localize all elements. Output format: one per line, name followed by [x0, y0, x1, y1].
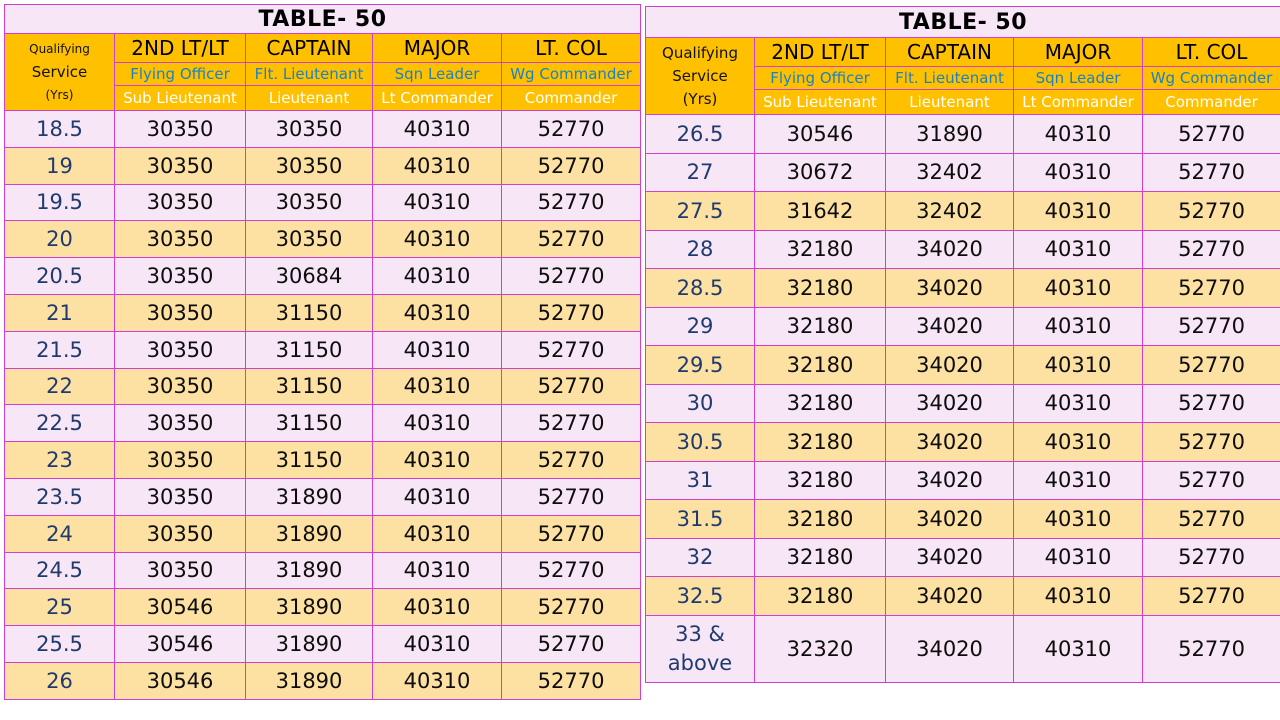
qualifying-years: 21	[5, 294, 115, 331]
navy-rank: Lt Commander	[1014, 90, 1143, 115]
navy-rank: Commander	[1143, 90, 1280, 115]
pay-value: 31150	[246, 368, 373, 405]
qualifying-years: 29	[646, 307, 755, 346]
pay-value: 32180	[755, 577, 886, 616]
air-force-rank: Wg Commander	[502, 63, 641, 86]
pay-value: 34020	[886, 230, 1014, 269]
rank-header: 2ND LT/LT	[755, 38, 886, 67]
air-force-rank: Flying Officer	[755, 67, 886, 90]
pay-value: 30350	[115, 221, 246, 258]
qualifying-service-header	[646, 38, 755, 115]
pay-value: 40310	[373, 111, 502, 148]
pay-value: 52770	[502, 258, 641, 295]
table-row	[646, 615, 1280, 682]
table-row	[646, 153, 1280, 192]
pay-value: 30350	[115, 552, 246, 589]
navy-rank: Commander	[502, 86, 641, 111]
qualifying-years: 22	[5, 368, 115, 405]
air-force-rank: Flt. Lieutenant	[246, 63, 373, 86]
table-title: TABLE- 50	[5, 5, 641, 34]
pay-value: 52770	[502, 552, 641, 589]
rank-header: MAJOR	[373, 34, 502, 63]
pay-value: 34020	[886, 500, 1014, 539]
qualifying-years: 20.5	[5, 258, 115, 295]
pay-value: 52770	[1143, 192, 1280, 231]
qualifying-years: 28	[646, 230, 755, 269]
pay-value: 52770	[1143, 269, 1280, 308]
pay-value: 31150	[246, 442, 373, 479]
table-row	[5, 258, 641, 295]
pay-value: 40310	[1014, 577, 1143, 616]
rank-header: CAPTAIN	[246, 34, 373, 63]
pay-value: 32180	[755, 307, 886, 346]
pay-value: 34020	[886, 615, 1014, 682]
pay-value: 31150	[246, 331, 373, 368]
pay-value: 32402	[886, 153, 1014, 192]
table-row	[646, 500, 1280, 539]
pay-value: 40310	[1014, 423, 1143, 462]
pay-value: 40310	[1014, 307, 1143, 346]
table-row	[646, 346, 1280, 385]
pay-value: 30350	[115, 331, 246, 368]
qualifying-years: 31	[646, 461, 755, 500]
pay-value: 30350	[115, 258, 246, 295]
table-row	[5, 405, 641, 442]
pay-value: 40310	[1014, 500, 1143, 539]
pay-value: 40310	[1014, 346, 1143, 385]
qualifying-years: 22.5	[5, 405, 115, 442]
pay-value: 52770	[502, 515, 641, 552]
navy-rank: Lt Commander	[373, 86, 502, 111]
pay-value: 52770	[502, 442, 641, 479]
navy-rank: Lieutenant	[886, 90, 1014, 115]
pay-value: 32180	[755, 384, 886, 423]
qualifying-years: 23.5	[5, 478, 115, 515]
pay-value: 52770	[502, 589, 641, 626]
qual-line-3: (Yrs)	[45, 87, 74, 102]
pay-value: 30350	[115, 147, 246, 184]
pay-value: 30546	[755, 115, 886, 154]
table-row	[646, 384, 1280, 423]
table-row	[646, 269, 1280, 308]
table-row	[646, 115, 1280, 154]
table-row	[646, 577, 1280, 616]
pay-value: 34020	[886, 577, 1014, 616]
pay-value: 31890	[246, 515, 373, 552]
pay-value: 40310	[373, 589, 502, 626]
air-force-rank: Flt. Lieutenant	[886, 67, 1014, 90]
table-row	[5, 147, 641, 184]
air-force-rank: Wg Commander	[1143, 67, 1280, 90]
pay-value: 34020	[886, 538, 1014, 577]
pay-value: 52770	[502, 478, 641, 515]
table-row	[646, 538, 1280, 577]
pay-value: 30350	[115, 184, 246, 221]
pay-table	[4, 4, 641, 700]
qualifying-years: 30	[646, 384, 755, 423]
table-row	[646, 307, 1280, 346]
pay-value: 40310	[373, 442, 502, 479]
pay-value: 40310	[1014, 461, 1143, 500]
qualifying-years: 20	[5, 221, 115, 258]
pay-value: 52770	[1143, 577, 1280, 616]
qualifying-years: 31.5	[646, 500, 755, 539]
qualifying-years: 24	[5, 515, 115, 552]
pay-value: 34020	[886, 423, 1014, 462]
table-row	[646, 461, 1280, 500]
pay-value: 40310	[373, 368, 502, 405]
pay-value: 52770	[502, 662, 641, 699]
pay-value: 31642	[755, 192, 886, 231]
table-row	[5, 552, 641, 589]
pay-value: 30350	[115, 111, 246, 148]
navy-rank: Sub Lieutenant	[755, 90, 886, 115]
pay-value: 40310	[373, 294, 502, 331]
rank-header: LT. COL	[1143, 38, 1280, 67]
pay-value: 40310	[373, 221, 502, 258]
pay-value: 40310	[1014, 115, 1143, 154]
table-row	[5, 662, 641, 699]
pay-value: 40310	[1014, 230, 1143, 269]
pay-value: 32180	[755, 538, 886, 577]
pay-value: 52770	[502, 405, 641, 442]
pay-value: 40310	[373, 258, 502, 295]
pay-value: 30350	[246, 147, 373, 184]
pay-table-right	[645, 6, 1280, 683]
pay-value: 30546	[115, 589, 246, 626]
air-force-rank: Sqn Leader	[1014, 67, 1143, 90]
qual-line-2: Service	[672, 66, 728, 85]
rank-header: CAPTAIN	[886, 38, 1014, 67]
pay-value: 52770	[502, 368, 641, 405]
qualifying-years: 25.5	[5, 626, 115, 663]
table-row	[5, 368, 641, 405]
pay-value: 40310	[373, 515, 502, 552]
pay-value: 30684	[246, 258, 373, 295]
pay-value: 31890	[886, 115, 1014, 154]
rank-header: MAJOR	[1014, 38, 1143, 67]
pay-value: 32320	[755, 615, 886, 682]
table-row	[5, 294, 641, 331]
qualifying-years: 26.5	[646, 115, 755, 154]
pay-value: 34020	[886, 307, 1014, 346]
qualifying-years: 21.5	[5, 331, 115, 368]
pay-value: 52770	[1143, 615, 1280, 682]
pay-value: 40310	[373, 147, 502, 184]
qualifying-years: 24.5	[5, 552, 115, 589]
pay-value: 52770	[1143, 230, 1280, 269]
pay-value: 34020	[886, 384, 1014, 423]
qualifying-years: 32	[646, 538, 755, 577]
navy-rank: Sub Lieutenant	[115, 86, 246, 111]
pay-value: 31890	[246, 662, 373, 699]
rank-header: LT. COL	[502, 34, 641, 63]
pay-value: 30350	[246, 184, 373, 221]
pay-value: 30546	[115, 626, 246, 663]
pay-value: 30350	[115, 405, 246, 442]
pay-value: 32180	[755, 230, 886, 269]
pay-table-left	[4, 4, 640, 700]
pay-value: 52770	[1143, 538, 1280, 577]
pay-table	[645, 6, 1280, 683]
air-force-rank: Sqn Leader	[373, 63, 502, 86]
qual-line-2: Service	[31, 62, 88, 81]
pay-value: 52770	[1143, 346, 1280, 385]
pay-value: 30672	[755, 153, 886, 192]
pay-value: 40310	[373, 478, 502, 515]
qualifying-years: 30.5	[646, 423, 755, 462]
pay-value: 40310	[1014, 615, 1143, 682]
table-row	[5, 331, 641, 368]
pay-value: 40310	[1014, 192, 1143, 231]
pay-value: 40310	[373, 331, 502, 368]
qualifying-years: 33 & above	[646, 615, 755, 682]
pay-value: 52770	[502, 626, 641, 663]
qualifying-years: 26	[5, 662, 115, 699]
pay-value: 40310	[373, 626, 502, 663]
pay-value: 34020	[886, 346, 1014, 385]
pay-value: 32180	[755, 346, 886, 385]
pay-value: 52770	[502, 331, 641, 368]
table-row	[646, 423, 1280, 462]
pay-value: 30350	[246, 221, 373, 258]
qualifying-years: 32.5	[646, 577, 755, 616]
pay-value: 30350	[246, 111, 373, 148]
qualifying-years: 28.5	[646, 269, 755, 308]
qual-line-1: Qualifying	[662, 43, 738, 62]
pay-value: 30350	[115, 478, 246, 515]
pay-value: 31890	[246, 626, 373, 663]
pay-value: 52770	[502, 147, 641, 184]
table-row	[5, 589, 641, 626]
table-title: TABLE- 50	[646, 7, 1280, 38]
table-row	[5, 515, 641, 552]
pay-value: 32180	[755, 269, 886, 308]
pay-value: 40310	[1014, 538, 1143, 577]
pay-value: 52770	[502, 184, 641, 221]
table-row	[5, 221, 641, 258]
pay-value: 34020	[886, 269, 1014, 308]
pay-value: 52770	[1143, 115, 1280, 154]
pay-value: 40310	[373, 552, 502, 589]
pay-value: 52770	[1143, 153, 1280, 192]
pay-value: 52770	[502, 294, 641, 331]
pay-value: 40310	[1014, 384, 1143, 423]
pay-value: 52770	[1143, 307, 1280, 346]
qualifying-years: 25	[5, 589, 115, 626]
qual-line-3: (Yrs)	[682, 89, 718, 108]
navy-rank: Lieutenant	[246, 86, 373, 111]
pay-value: 52770	[1143, 423, 1280, 462]
qualifying-years: 23	[5, 442, 115, 479]
pay-value: 30350	[115, 368, 246, 405]
table-row	[5, 626, 641, 663]
pay-value: 31150	[246, 294, 373, 331]
table-row	[646, 230, 1280, 269]
qualifying-years: 27.5	[646, 192, 755, 231]
pay-value: 31150	[246, 405, 373, 442]
pay-value: 31890	[246, 589, 373, 626]
pay-value: 40310	[373, 184, 502, 221]
table-row	[5, 442, 641, 479]
pay-value: 32180	[755, 423, 886, 462]
pay-value: 40310	[373, 405, 502, 442]
qualifying-years: 27	[646, 153, 755, 192]
pay-value: 34020	[886, 461, 1014, 500]
qualifying-years: 18.5	[5, 111, 115, 148]
qualifying-years: 29.5	[646, 346, 755, 385]
air-force-rank: Flying Officer	[115, 63, 246, 86]
table-row	[5, 111, 641, 148]
rank-header: 2ND LT/LT	[115, 34, 246, 63]
pay-value: 40310	[1014, 269, 1143, 308]
table-row	[646, 192, 1280, 231]
pay-value: 40310	[373, 662, 502, 699]
pay-value: 30350	[115, 442, 246, 479]
pay-value: 52770	[1143, 500, 1280, 539]
pay-value: 32180	[755, 500, 886, 539]
qual-line-1: Qualifying	[29, 41, 90, 56]
pay-value: 31890	[246, 552, 373, 589]
pay-value: 52770	[1143, 461, 1280, 500]
pay-value: 31890	[246, 478, 373, 515]
table-row	[5, 184, 641, 221]
pay-value: 32402	[886, 192, 1014, 231]
qualifying-service-header	[5, 34, 115, 111]
pay-value: 30350	[115, 515, 246, 552]
pay-value: 52770	[502, 111, 641, 148]
pay-value: 40310	[1014, 153, 1143, 192]
pay-value: 30546	[115, 662, 246, 699]
pay-value: 32180	[755, 461, 886, 500]
pay-value: 52770	[502, 221, 641, 258]
qualifying-years: 19.5	[5, 184, 115, 221]
qualifying-years: 19	[5, 147, 115, 184]
pay-value: 30350	[115, 294, 246, 331]
table-row	[5, 478, 641, 515]
pay-value: 52770	[1143, 384, 1280, 423]
